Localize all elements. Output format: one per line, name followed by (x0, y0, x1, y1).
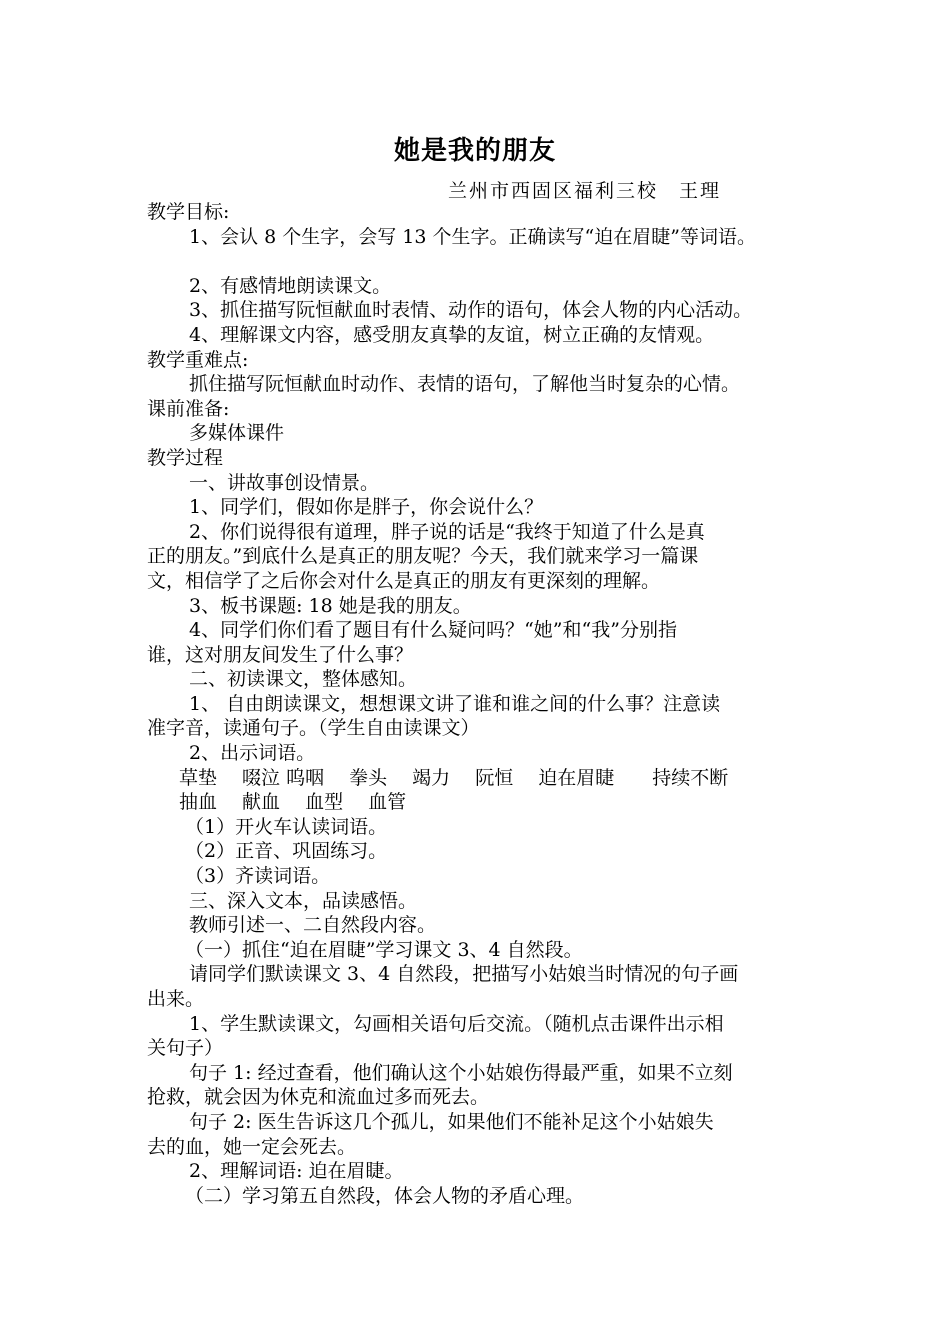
paragraph-line: 三、深入文本，品读感悟。 (189, 889, 418, 912)
paragraph-line: （2）正音、巩固练习。 (185, 840, 388, 863)
paragraph-line: 3、抓住描写阮恒献血时表情、动作的语句，体会人物的内心活动。 (189, 299, 753, 322)
section-heading: 教学过程 (147, 446, 224, 469)
word-list-line: 草垫 啜泣 呜咽 拳头 竭力 阮恒 迫在眉睫 持续不断 (179, 766, 729, 789)
section-heading: 课前准备: (147, 397, 230, 420)
paragraph-line: 文，相信学了之后你会对什么是真正的朋友有更深刻的理解。 (147, 569, 661, 592)
section-heading: 教学重难点: (147, 348, 249, 371)
paragraph-line: 1、同学们，假如你是胖子，你会说什么？ (189, 496, 544, 519)
paragraph-line: 句子 1: 经过查看，他们确认这个小姑娘伤得最严重，如果不立刻 (189, 1061, 733, 1084)
paragraph-line: 句子 2: 医生告诉这几个孤儿，如果他们不能补足这个小姑娘失 (189, 1110, 714, 1133)
paragraph-line: 2、出示词语。 (189, 742, 316, 765)
document-body (147, 200, 812, 1208)
paragraph-line: （一）抓住“迫在眉睫”学习课文 3、4 自然段。 (185, 938, 583, 961)
paragraph-line: （1）开火车认读词语。 (185, 815, 388, 838)
paragraph-line: 4、同学们你们看了题目有什么疑问吗？“她”和“我”分别指 (189, 619, 677, 642)
word-list-line: 抽血 献血 血型 血管 (179, 791, 407, 814)
paragraph-line: 3、板书课题: 18 她是我的朋友。 (189, 594, 472, 617)
paragraph-line: 教师引述一、二自然段内容。 (189, 914, 437, 937)
paragraph-line: 二、初读课文，整体感知。 (189, 668, 418, 691)
paragraph-line: （3）齐读词语。 (185, 865, 331, 888)
paragraph-line: 去的血，她一定会死去。 (147, 1135, 357, 1158)
paragraph-line: 4、理解课文内容，感受朋友真挚的友谊，树立正确的友情观。 (189, 323, 715, 346)
author-line: 兰州市西固区福利三校 王理 (448, 180, 722, 202)
paragraph-line: 请同学们默读课文 3、4 自然段，把描写小姑娘当时情况的句子画 (189, 963, 739, 986)
paragraph-line: 正的朋友。”到底什么是真正的朋友呢？今天，我们就来学习一篇课 (147, 545, 699, 568)
paragraph-line: 2、有感情地朗读课文。 (189, 274, 392, 297)
paragraph-line: 抢救，就会因为休克和流血过多而死去。 (147, 1086, 490, 1109)
paragraph-line: （二）学习第五自然段，体会人物的矛盾心理。 (185, 1184, 585, 1207)
paragraph-line: 2、理解词语: 迫在眉睫。 (189, 1160, 404, 1183)
paragraph-line: 1、 自由朗读课文，想想课文讲了谁和谁之间的什么事？注意读 (189, 692, 721, 715)
section-heading: 教学目标: (147, 201, 230, 223)
paragraph-line: 1、会认 8 个生字，会写 13 个生字。正确读写“迫在眉睫”等词语。 (189, 225, 756, 248)
paragraph-line: 2、你们说得很有道理，胖子说的话是“我终于知道了什么是真 (189, 520, 705, 543)
paragraph-line: 准字音，读通句子。（学生自由读课文） (147, 717, 480, 740)
paragraph-line: 抓住描写阮恒献血时动作、表情的语句，了解他当时复杂的心情。 (189, 373, 741, 396)
paragraph-line: 多媒体课件 (189, 422, 285, 445)
document-title: 她是我的朋友 (393, 136, 556, 166)
paragraph-line: 1、学生默读课文，勾画相关语句后交流。（随机点击课件出示相 (189, 1012, 724, 1035)
blank-line (147, 249, 812, 274)
paragraph-line: 一、讲故事创设情景。 (189, 471, 380, 494)
paragraph-line: 关句子） (147, 1037, 224, 1060)
paragraph-line: 出来。 (147, 988, 205, 1010)
paragraph-line: 谁，这对朋友间发生了什么事？ (147, 643, 414, 666)
